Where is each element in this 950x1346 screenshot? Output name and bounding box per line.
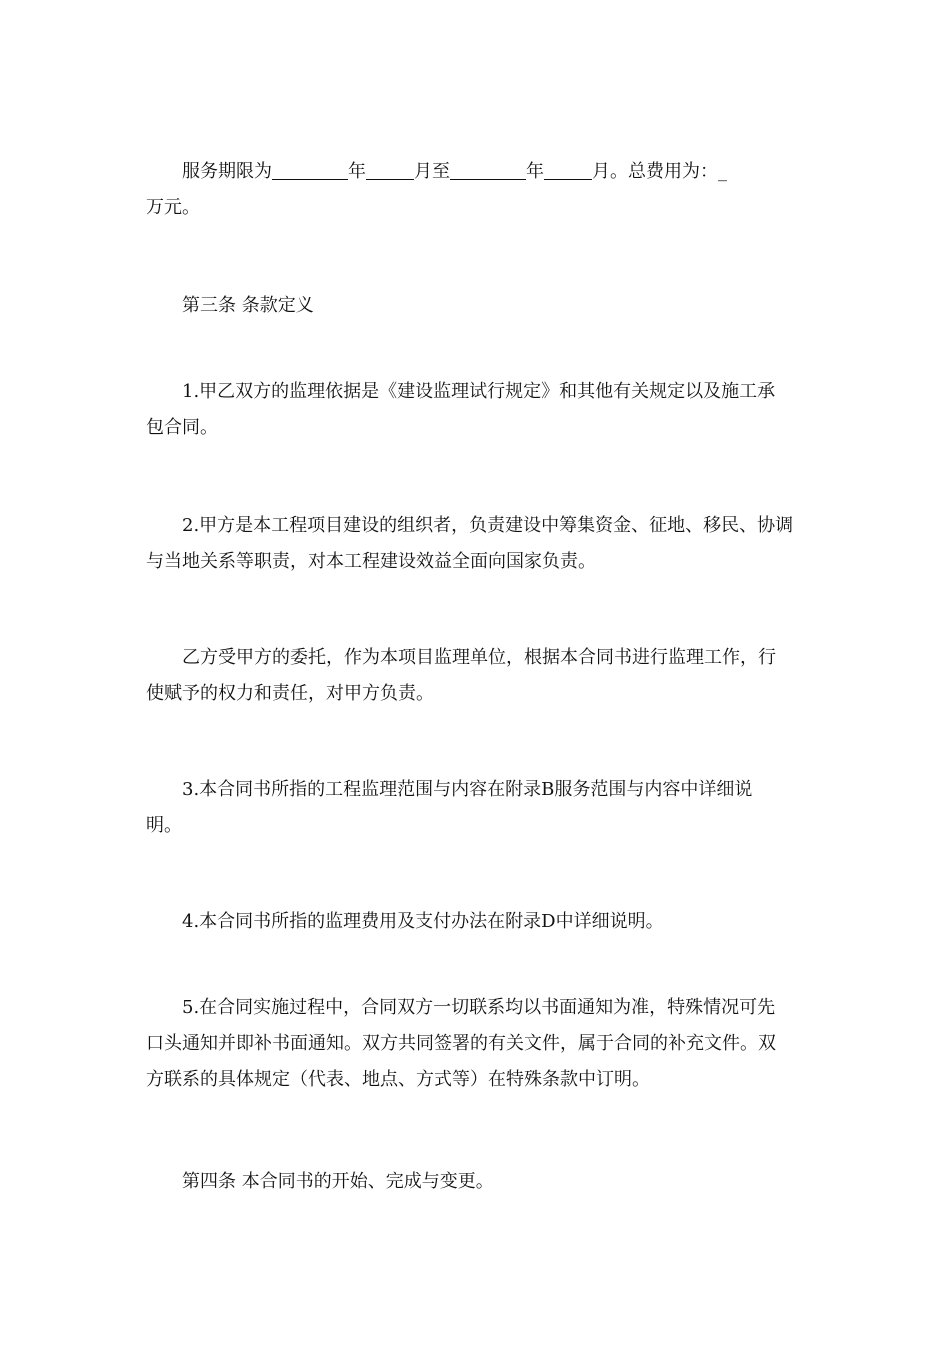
clause-1-line-2: 包合同。 bbox=[146, 417, 218, 438]
start-month-blank bbox=[366, 161, 414, 180]
clause-2-line-1: 2.甲方是本工程项目建设的组织者，负责建设中筹集资金、征地、移民、协调 bbox=[182, 515, 794, 536]
clause-3-line-1: 3.本合同书所指的工程监理范围与内容在附录B服务范围与内容中详细说 bbox=[182, 779, 753, 800]
end-year-blank bbox=[450, 161, 526, 180]
service-period-line-2: 万元。 bbox=[146, 197, 200, 218]
clause-5-line-3: 方联系的具体规定（代表、地点、方式等）在特殊条款中订明。 bbox=[146, 1069, 650, 1090]
start-year-blank bbox=[272, 161, 348, 180]
clause-5 bbox=[146, 990, 810, 1098]
end-month-label: 月。总费用为： bbox=[592, 161, 718, 182]
clause-2 bbox=[146, 508, 810, 580]
clause-3-line-2: 明。 bbox=[146, 815, 182, 836]
clause-1-line-1: 1.甲乙双方的监理依据是《建设监理试行规定》和其他有关规定以及施工承 bbox=[182, 381, 776, 402]
article3-heading-text: 第三条 条款定义 bbox=[182, 295, 314, 316]
article4-heading-text: 第四条 本合同书的开始、完成与变更。 bbox=[182, 1171, 494, 1192]
clause-2b-line-2: 使赋予的权力和责任，对甲方负责。 bbox=[146, 683, 434, 704]
end-year-label: 年 bbox=[526, 161, 544, 182]
service-period-prefix: 服务期限为 bbox=[182, 161, 272, 182]
clause-4-line-1: 4.本合同书所指的监理费用及支付办法在附录D中详细说明。 bbox=[182, 911, 664, 932]
service-period-line-1 bbox=[146, 154, 810, 190]
clause-2-continued bbox=[146, 640, 810, 712]
clause-5-line-2: 口头通知并即补书面通知。双方共同签署的有关文件，属于合同的补充文件。双 bbox=[146, 1033, 776, 1054]
clause-4 bbox=[146, 904, 810, 940]
clause-5-line-1: 5.在合同实施过程中，合同双方一切联系均以书面通知为准，特殊情况可先 bbox=[182, 997, 776, 1018]
article3-heading bbox=[146, 288, 810, 324]
end-month-blank bbox=[544, 161, 592, 180]
start-month-label: 月至 bbox=[414, 161, 450, 182]
service-period-paragraph bbox=[146, 154, 810, 226]
clause-3 bbox=[146, 772, 810, 844]
clause-2-line-2: 与当地关系等职责，对本工程建设效益全面向国家负责。 bbox=[146, 551, 596, 572]
start-year-label: 年 bbox=[348, 161, 366, 182]
article4-heading bbox=[146, 1164, 810, 1200]
clause-1 bbox=[146, 374, 810, 446]
clause-2b-line-1: 乙方受甲方的委托，作为本项目监理单位，根据本合同书进行监理工作，行 bbox=[182, 647, 776, 668]
fee-trailing-blank: _ bbox=[718, 161, 727, 182]
